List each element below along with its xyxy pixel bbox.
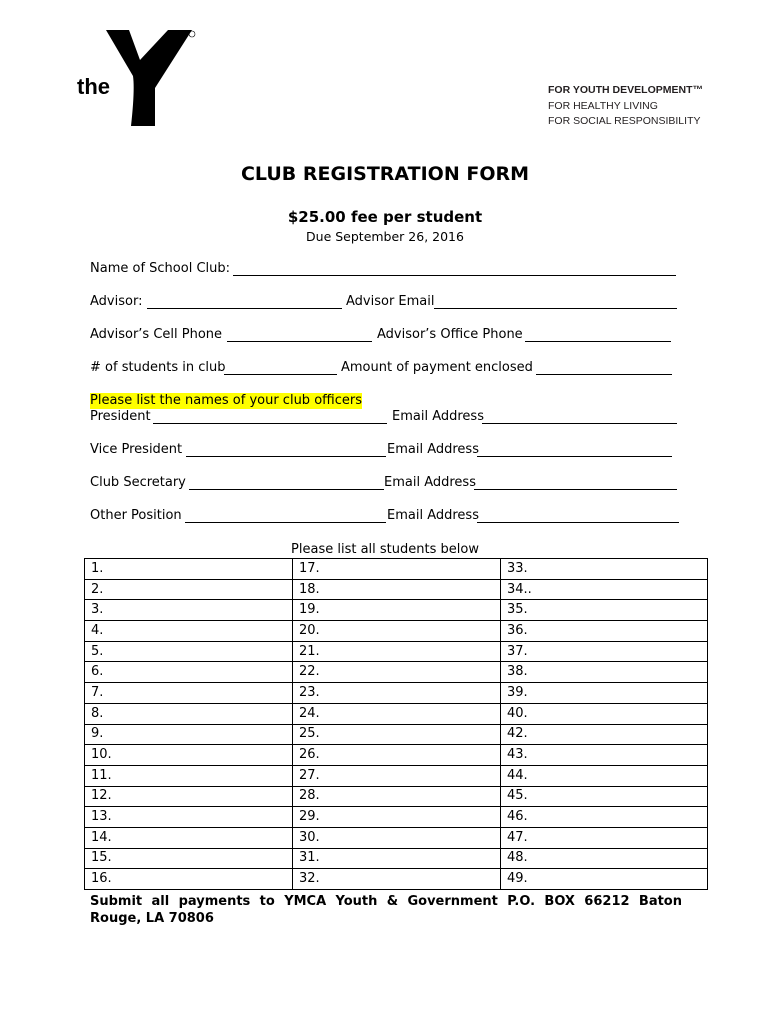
table-row <box>85 765 708 786</box>
table-row <box>85 621 708 642</box>
students-caption: Please list all students below <box>291 542 479 557</box>
student-cell[interactable]: 40. <box>501 703 708 724</box>
table-row <box>85 683 708 704</box>
student-cell[interactable]: 9. <box>85 724 293 745</box>
num-students-label: # of students in club <box>90 360 226 375</box>
table-row <box>85 662 708 683</box>
student-cell[interactable]: 24. <box>293 703 501 724</box>
student-cell[interactable]: 4. <box>85 621 293 642</box>
student-cell[interactable]: 28. <box>293 786 501 807</box>
student-cell[interactable]: 47. <box>501 827 708 848</box>
vice-president-label: Vice President <box>90 442 183 457</box>
table-row <box>85 724 708 745</box>
advisor-cell-field[interactable] <box>227 341 372 342</box>
school-club-label: Name of School Club: <box>90 261 230 276</box>
tagline-line: FOR HEALTHY LIVING <box>548 99 658 112</box>
officers-note: Please list the names of your club officers <box>90 393 362 408</box>
student-cell[interactable]: 7. <box>85 683 293 704</box>
payment-label: Amount of payment enclosed <box>341 360 533 375</box>
student-cell[interactable]: 19. <box>293 600 501 621</box>
form-title: CLUB REGISTRATION FORM <box>240 163 530 185</box>
table-row <box>85 641 708 662</box>
student-cell[interactable]: 26. <box>293 745 501 766</box>
other-position-email-field[interactable] <box>477 522 679 523</box>
student-cell[interactable]: 30. <box>293 827 501 848</box>
table-row <box>85 807 708 828</box>
student-cell[interactable]: 2. <box>85 579 293 600</box>
num-students-field[interactable] <box>224 374 337 375</box>
table-row <box>85 579 708 600</box>
student-cell[interactable]: 43. <box>501 745 708 766</box>
student-cell[interactable]: 18. <box>293 579 501 600</box>
table-row <box>85 827 708 848</box>
student-cell[interactable]: 34.. <box>501 579 708 600</box>
student-cell[interactable]: 20. <box>293 621 501 642</box>
student-cell[interactable]: 49. <box>501 869 708 890</box>
student-cell[interactable]: 46. <box>501 807 708 828</box>
student-cell[interactable]: 1. <box>85 559 293 580</box>
table-row <box>85 848 708 869</box>
student-cell[interactable]: 10. <box>85 745 293 766</box>
student-cell[interactable]: 22. <box>293 662 501 683</box>
advisor-email-field[interactable] <box>434 308 677 309</box>
president-email-field[interactable] <box>482 423 677 424</box>
table-row <box>85 703 708 724</box>
student-cell[interactable]: 14. <box>85 827 293 848</box>
ymca-logo <box>75 30 197 126</box>
student-cell[interactable]: 32. <box>293 869 501 890</box>
tagline-line: FOR SOCIAL RESPONSIBILITY <box>548 115 701 127</box>
other-position-field[interactable] <box>185 522 386 523</box>
advisor-label: Advisor: <box>90 294 143 309</box>
student-cell[interactable]: 29. <box>293 807 501 828</box>
student-cell[interactable]: 33. <box>501 559 708 580</box>
student-cell[interactable]: 48. <box>501 848 708 869</box>
student-cell[interactable]: 36. <box>501 621 708 642</box>
table-row <box>85 600 708 621</box>
student-cell[interactable]: 45. <box>501 786 708 807</box>
advisor-office-label: Advisor’s Office Phone <box>377 327 523 342</box>
table-row <box>85 745 708 766</box>
student-cell[interactable]: 16. <box>85 869 293 890</box>
student-cell[interactable]: 3. <box>85 600 293 621</box>
student-cell[interactable]: 25. <box>293 724 501 745</box>
student-cell[interactable]: 37. <box>501 641 708 662</box>
advisor-field[interactable] <box>147 308 342 309</box>
other-position-label: Other Position <box>90 508 182 523</box>
president-label: President <box>90 409 151 424</box>
president-email-label: Email Address <box>392 409 484 424</box>
student-cell[interactable]: 5. <box>85 641 293 662</box>
fee-text: $25.00 fee per student <box>287 208 483 226</box>
vice-president-field[interactable] <box>186 456 386 457</box>
student-cell[interactable]: 38. <box>501 662 708 683</box>
svg-text:YMCA: YMCA <box>168 99 184 121</box>
student-cell[interactable]: 6. <box>85 662 293 683</box>
student-cell[interactable]: 35. <box>501 600 708 621</box>
table-row <box>85 869 708 890</box>
school-club-field[interactable] <box>233 275 676 276</box>
advisor-email-label: Advisor Email <box>346 294 435 309</box>
student-cell[interactable]: 15. <box>85 848 293 869</box>
student-cell[interactable]: 8. <box>85 703 293 724</box>
ymca-logo-icon <box>75 30 197 126</box>
tagline <box>548 83 703 130</box>
secretary-label: Club Secretary <box>90 475 186 490</box>
footer-instructions: Submit all payments to YMCA Youth & Government P.O. BOX 66212 Baton Rouge, LA 70806 <box>90 894 682 926</box>
student-cell[interactable]: 39. <box>501 683 708 704</box>
president-field[interactable] <box>153 423 387 424</box>
advisor-office-field[interactable] <box>525 341 671 342</box>
student-cell[interactable]: 11. <box>85 765 293 786</box>
student-cell[interactable]: 27. <box>293 765 501 786</box>
secretary-email-field[interactable] <box>474 489 677 490</box>
secretary-email-label: Email Address <box>384 475 476 490</box>
student-cell[interactable]: 31. <box>293 848 501 869</box>
student-cell[interactable]: 42. <box>501 724 708 745</box>
vice-president-email-label: Email Address <box>387 442 479 457</box>
table-row <box>85 786 708 807</box>
student-cell[interactable]: 44. <box>501 765 708 786</box>
other-position-email-label: Email Address <box>387 508 479 523</box>
payment-field[interactable] <box>536 374 672 375</box>
student-cell[interactable]: 23. <box>293 683 501 704</box>
table-row <box>85 559 708 580</box>
tagline-line: FOR YOUTH DEVELOPMENT™ <box>548 84 703 96</box>
vice-president-email-field[interactable] <box>477 456 672 457</box>
students-table <box>84 558 708 890</box>
due-date: Due September 26, 2016 <box>306 229 464 244</box>
student-cell[interactable]: 12. <box>85 786 293 807</box>
student-cell[interactable]: 21. <box>293 641 501 662</box>
student-cell[interactable]: 13. <box>85 807 293 828</box>
student-cell[interactable]: 17. <box>293 559 501 580</box>
advisor-cell-label: Advisor’s Cell Phone <box>90 327 223 342</box>
svg-text:the: the <box>77 74 110 99</box>
secretary-field[interactable] <box>189 489 384 490</box>
